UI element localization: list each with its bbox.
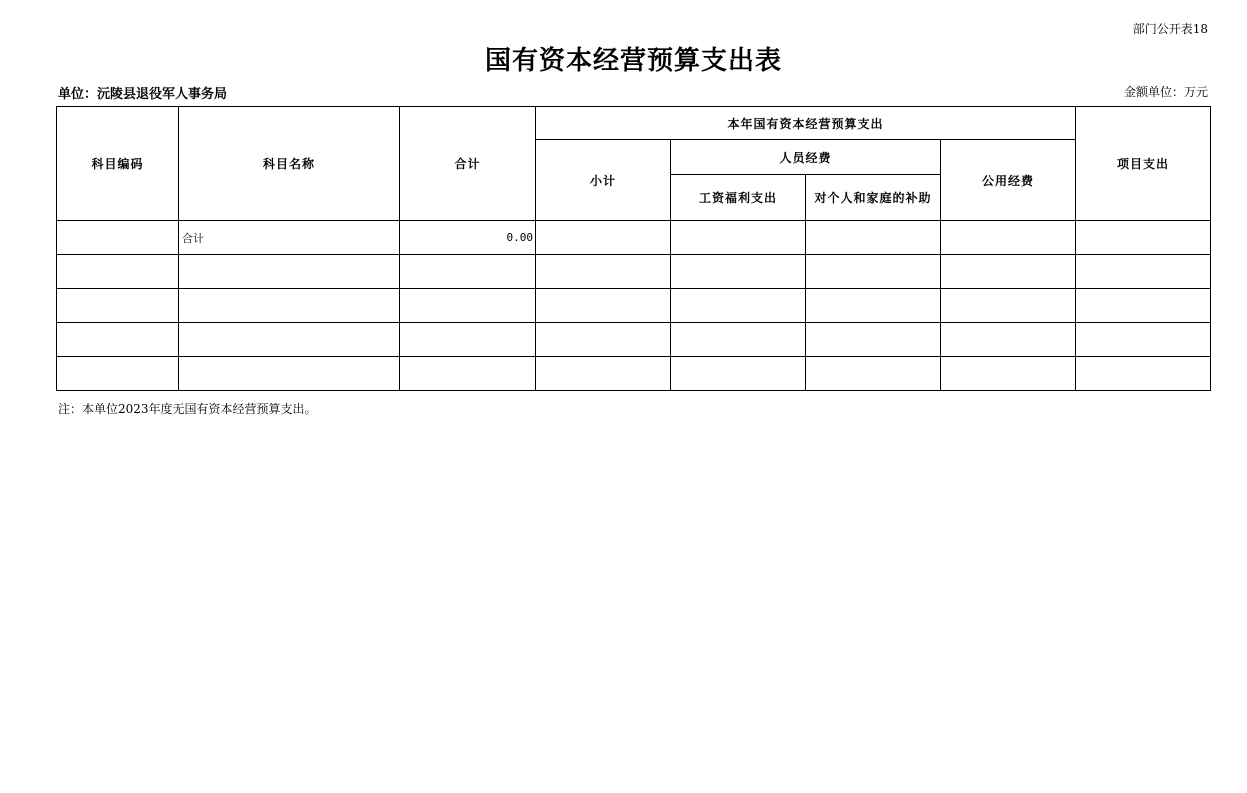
cell-project (1076, 289, 1211, 323)
cell-total (400, 255, 536, 289)
header-public-funds: 公用经费 (941, 140, 1076, 221)
header-project: 项目支出 (1076, 107, 1211, 221)
table-row (57, 357, 1211, 391)
cell-salary (671, 357, 806, 391)
cell-project (1076, 357, 1211, 391)
cell-subtotal (536, 255, 671, 289)
table-row (57, 289, 1211, 323)
cell-total (400, 357, 536, 391)
cell-public (941, 221, 1076, 255)
cell-code (57, 323, 179, 357)
cell-salary (671, 323, 806, 357)
cell-subtotal (536, 323, 671, 357)
cell-project (1076, 323, 1211, 357)
cell-code (57, 289, 179, 323)
header-code: 科目编码 (57, 107, 179, 221)
budget-table (56, 106, 1211, 391)
header-current-year: 本年国有资本经营预算支出 (536, 107, 1076, 140)
cell-subsidy (806, 289, 941, 323)
cell-subtotal (536, 357, 671, 391)
cell-public (941, 323, 1076, 357)
header-subtotal: 小计 (536, 140, 671, 221)
unit-label: 单位：沅陵县退役军人事务局 (58, 87, 228, 102)
amount-unit-label: 金额单位：万元 (1123, 85, 1208, 99)
cell-project (1076, 221, 1211, 255)
cell-total (400, 289, 536, 323)
cell-salary (671, 221, 806, 255)
cell-subtotal (536, 221, 671, 255)
cell-name: 合计 (179, 221, 400, 255)
cell-public (941, 255, 1076, 289)
cell-subsidy (806, 221, 941, 255)
cell-subsidy (806, 357, 941, 391)
table-row (57, 221, 1211, 255)
table-row (57, 255, 1211, 289)
cell-salary (671, 289, 806, 323)
cell-total: 0.00 (400, 221, 536, 255)
cell-subsidy (806, 323, 941, 357)
cell-code (57, 221, 179, 255)
cell-name (179, 255, 400, 289)
cell-project (1076, 255, 1211, 289)
header-personnel: 人员经费 (671, 140, 941, 175)
cell-public (941, 357, 1076, 391)
cell-code (57, 255, 179, 289)
cell-name (179, 357, 400, 391)
cell-subsidy (806, 255, 941, 289)
cell-name (179, 323, 400, 357)
header-family-subsidy: 对个人和家庭的补助 (806, 175, 941, 221)
table-row (57, 323, 1211, 357)
header-salary-welfare: 工资福利支出 (671, 175, 806, 221)
cell-salary (671, 255, 806, 289)
cell-name (179, 289, 400, 323)
footnote: 注：本单位2023年度无国有资本经营预算支出。 (58, 402, 317, 416)
form-number: 部门公开表18 (1132, 22, 1208, 36)
cell-public (941, 289, 1076, 323)
cell-code (57, 357, 179, 391)
cell-total (400, 323, 536, 357)
header-name: 科目名称 (179, 107, 400, 221)
page-title: 国有资本经营预算支出表 (484, 46, 782, 76)
cell-subtotal (536, 289, 671, 323)
header-total: 合计 (400, 107, 536, 221)
